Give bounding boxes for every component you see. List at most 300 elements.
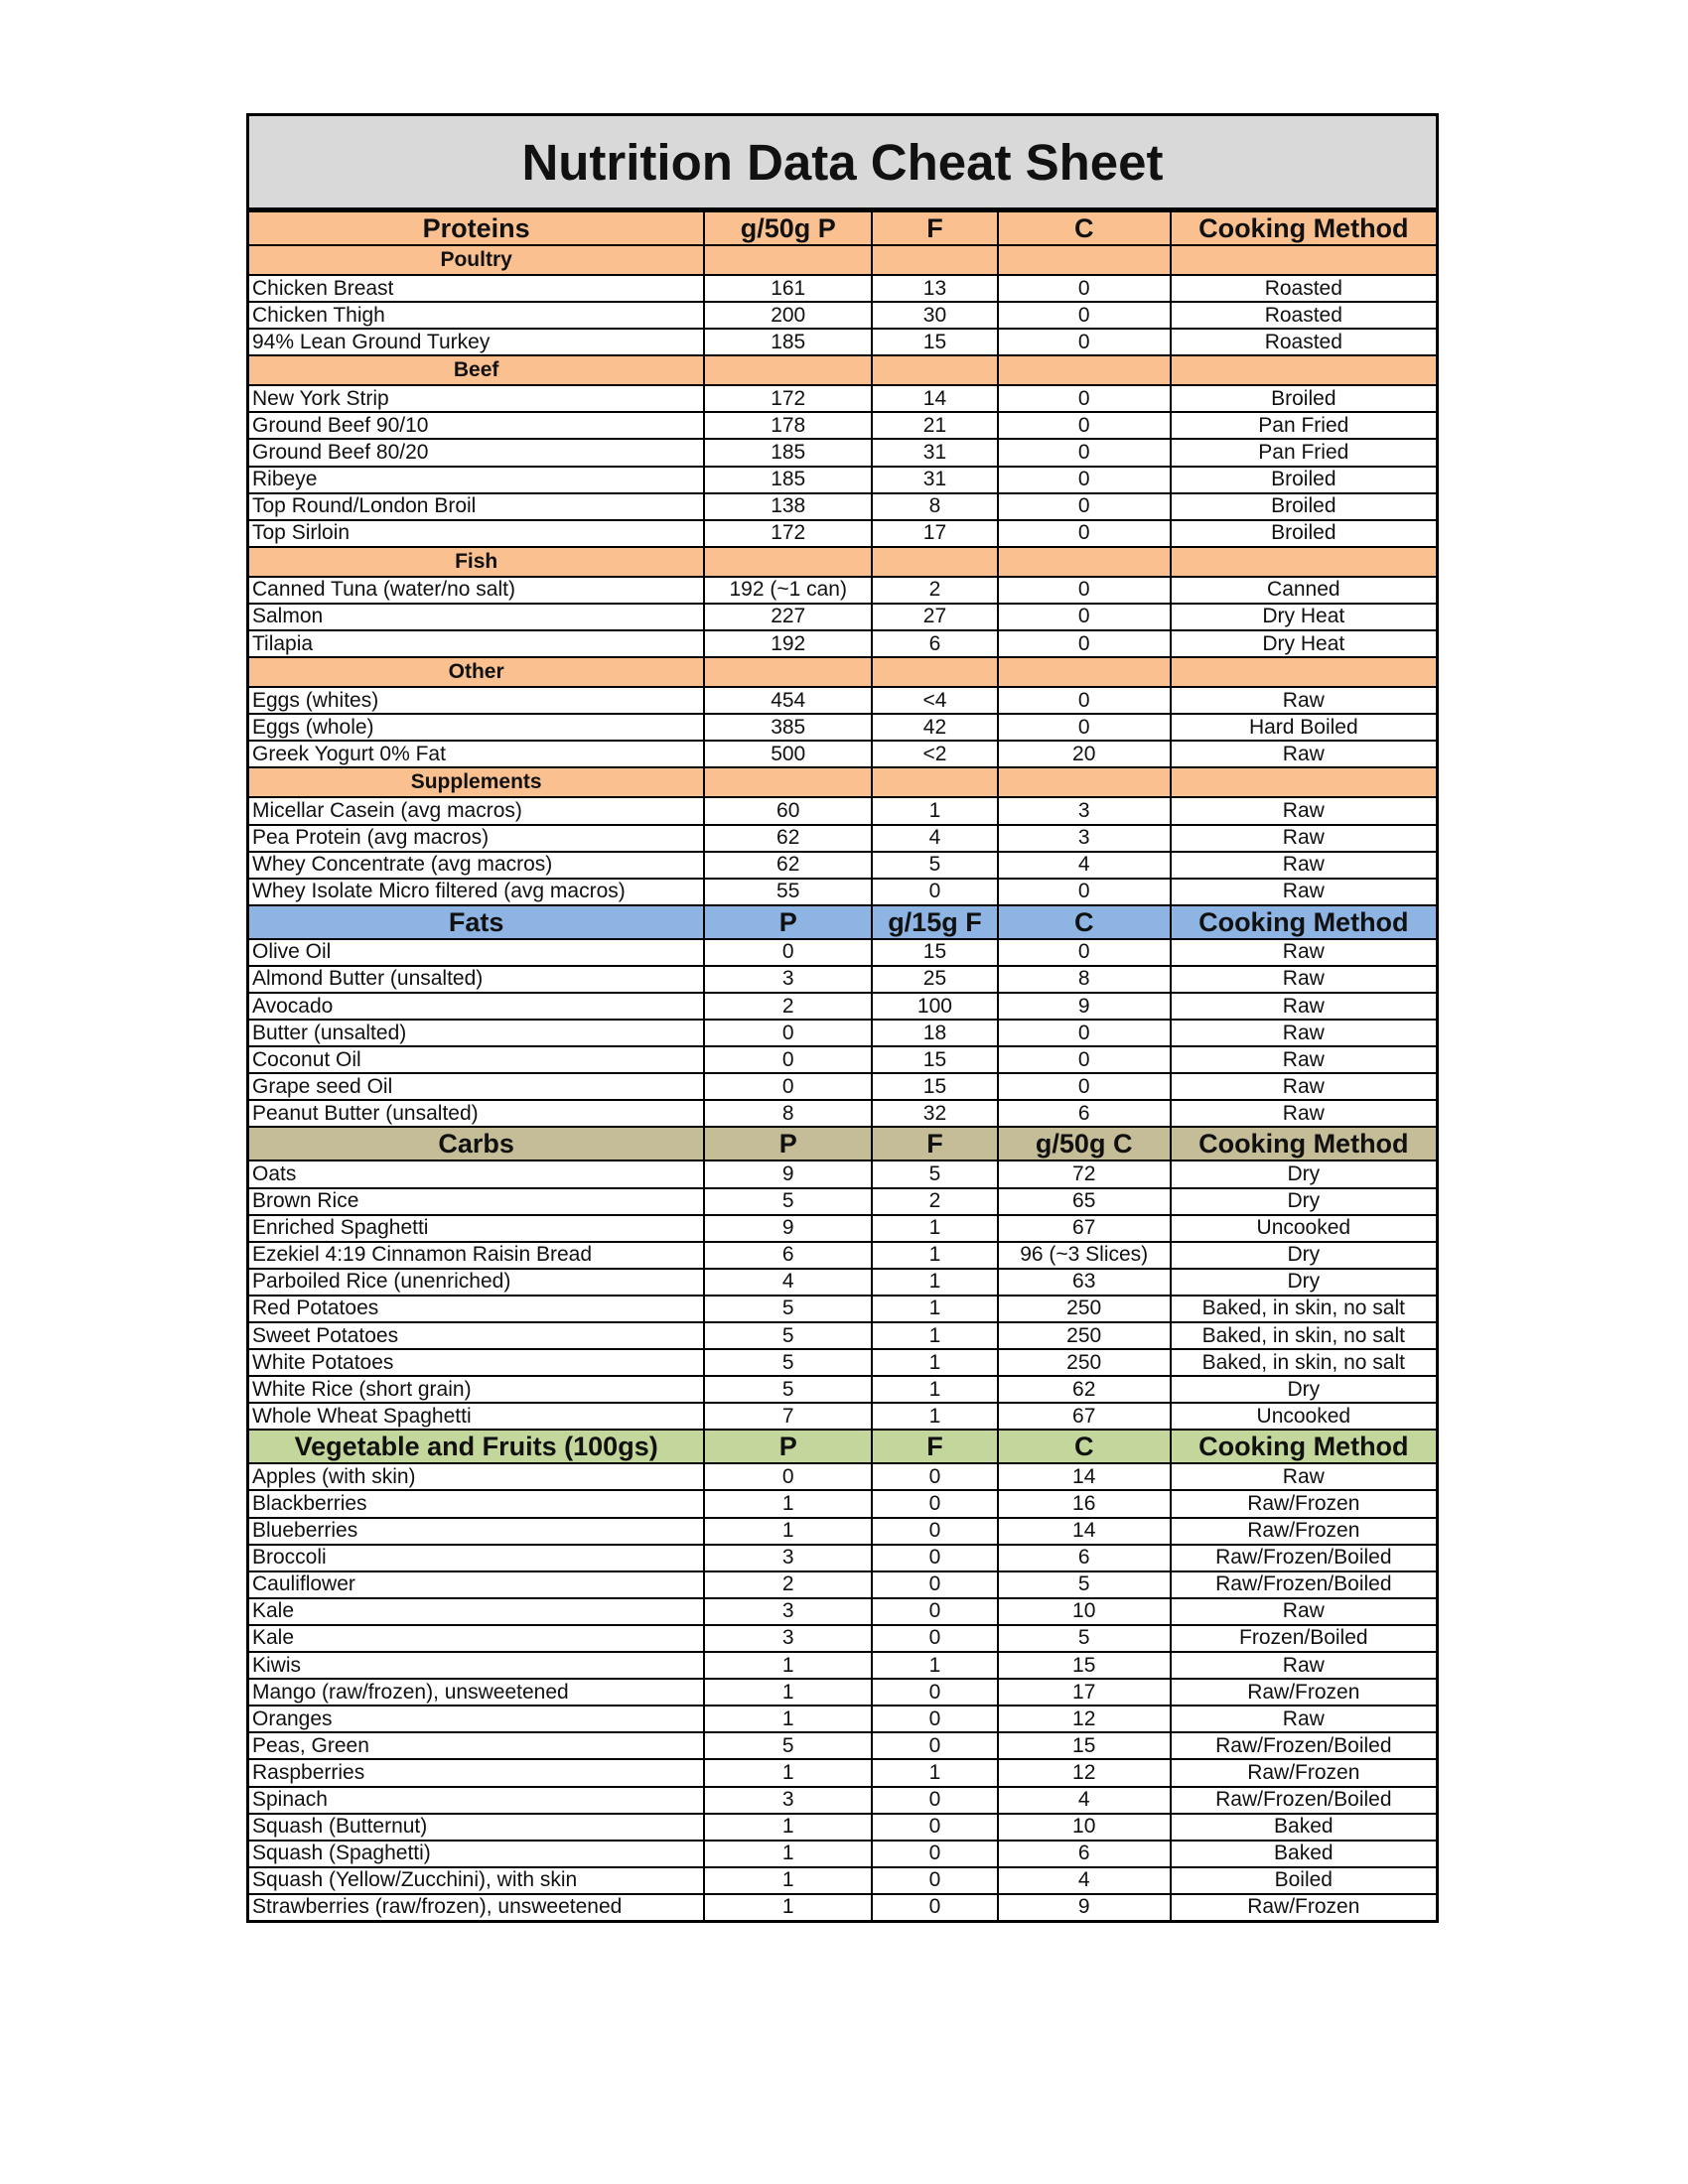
value-cell: 5 (704, 1322, 872, 1349)
value-cell: 67 (998, 1403, 1171, 1430)
table-row (249, 1867, 1436, 1894)
table-row (249, 385, 1436, 412)
group-header-row (249, 245, 1436, 275)
value-cell: 0 (872, 1571, 998, 1598)
value-cell: 3 (704, 1625, 872, 1652)
value-cell: <2 (872, 741, 998, 767)
food-name-cell: Raspberries (249, 1759, 704, 1786)
group-header-cell (704, 547, 872, 577)
value-cell: 67 (998, 1215, 1171, 1242)
group-label: Supplements (249, 767, 704, 797)
table-row (249, 1215, 1436, 1242)
value-cell: 31 (872, 439, 998, 466)
value-cell: 60 (704, 797, 872, 824)
column-header: Carbs (249, 1127, 704, 1160)
value-cell: 31 (872, 467, 998, 493)
value-cell: 8 (872, 493, 998, 520)
column-header: Cooking Method (1171, 905, 1436, 939)
group-header-cell (872, 245, 998, 275)
value-cell: 0 (872, 1732, 998, 1759)
column-header: F (872, 211, 998, 245)
value-cell: 0 (998, 879, 1171, 905)
food-name-cell: Top Sirloin (249, 520, 704, 547)
value-cell: 6 (998, 1841, 1171, 1867)
food-name-cell: Mango (raw/frozen), unsweetened (249, 1679, 704, 1706)
group-header-cell (704, 245, 872, 275)
food-name-cell: Grape seed Oil (249, 1073, 704, 1100)
table-row (249, 1020, 1436, 1046)
table-row (249, 520, 1436, 547)
table-row (249, 1188, 1436, 1215)
group-header-cell (998, 355, 1171, 385)
value-cell: 10 (998, 1814, 1171, 1841)
value-cell: Raw (1171, 741, 1436, 767)
value-cell: Raw (1171, 1652, 1436, 1679)
food-name-cell: Canned Tuna (water/no salt) (249, 577, 704, 604)
table-row (249, 1652, 1436, 1679)
value-cell: Baked, in skin, no salt (1171, 1296, 1436, 1322)
table-row (249, 1518, 1436, 1545)
column-header: F (872, 1127, 998, 1160)
value-cell: Raw (1171, 825, 1436, 852)
value-cell: 2 (704, 1571, 872, 1598)
value-cell: Raw (1171, 879, 1436, 905)
value-cell: 250 (998, 1322, 1171, 1349)
value-cell: Baked, in skin, no salt (1171, 1349, 1436, 1376)
group-header-cell (998, 767, 1171, 797)
food-name-cell: Top Round/London Broil (249, 493, 704, 520)
table-row (249, 302, 1436, 329)
value-cell: Raw/Frozen/Boiled (1171, 1787, 1436, 1814)
table-row (249, 1679, 1436, 1706)
value-cell: 5 (704, 1376, 872, 1403)
value-cell: 0 (872, 1787, 998, 1814)
column-header: Fats (249, 905, 704, 939)
food-name-cell: Blueberries (249, 1518, 704, 1545)
table-row (249, 1490, 1436, 1517)
food-name-cell: Apples (with skin) (249, 1463, 704, 1490)
proteins-header-row (249, 211, 1436, 245)
value-cell: Raw (1171, 1463, 1436, 1490)
value-cell: 0 (872, 1598, 998, 1625)
food-name-cell: Olive Oil (249, 939, 704, 966)
value-cell: <4 (872, 687, 998, 714)
food-name-cell: Coconut Oil (249, 1046, 704, 1073)
value-cell: 161 (704, 275, 872, 302)
food-name-cell: Chicken Thigh (249, 302, 704, 329)
value-cell: 0 (872, 1841, 998, 1867)
value-cell: 14 (998, 1518, 1171, 1545)
table-row (249, 329, 1436, 355)
value-cell: 178 (704, 412, 872, 439)
table-row (249, 1463, 1436, 1490)
group-header-row (249, 355, 1436, 385)
value-cell: 1 (704, 1490, 872, 1517)
value-cell: 0 (998, 630, 1171, 657)
food-name-cell: Greek Yogurt 0% Fat (249, 741, 704, 767)
value-cell: 32 (872, 1100, 998, 1127)
nutrition-table (249, 210, 1436, 1920)
value-cell: 172 (704, 385, 872, 412)
value-cell: 16 (998, 1490, 1171, 1517)
table-row (249, 879, 1436, 905)
table-row (249, 1269, 1436, 1296)
value-cell: 1 (704, 1652, 872, 1679)
column-header: C (998, 905, 1171, 939)
table-row (249, 993, 1436, 1020)
value-cell: 62 (704, 825, 872, 852)
value-cell: 96 (~3 Slices) (998, 1242, 1171, 1269)
value-cell: 14 (872, 385, 998, 412)
value-cell: Raw (1171, 852, 1436, 879)
food-name-cell: Butter (unsalted) (249, 1020, 704, 1046)
food-name-cell: Chicken Breast (249, 275, 704, 302)
table-row (249, 577, 1436, 604)
table-row (249, 1376, 1436, 1403)
table-row (249, 1349, 1436, 1376)
value-cell: 5 (704, 1732, 872, 1759)
value-cell: 8 (704, 1100, 872, 1127)
value-cell: 0 (872, 1894, 998, 1920)
value-cell: 192 (704, 630, 872, 657)
value-cell: 3 (704, 1598, 872, 1625)
value-cell: 30 (872, 302, 998, 329)
food-name-cell: Ground Beef 80/20 (249, 439, 704, 466)
table-row (249, 687, 1436, 714)
food-name-cell: Kale (249, 1598, 704, 1625)
food-name-cell: Red Potatoes (249, 1296, 704, 1322)
food-name-cell: Squash (Spaghetti) (249, 1841, 704, 1867)
value-cell: 0 (704, 939, 872, 966)
group-header-cell (1171, 547, 1436, 577)
value-cell: 9 (998, 1894, 1171, 1920)
value-cell: 55 (704, 879, 872, 905)
value-cell: Raw (1171, 966, 1436, 993)
value-cell: Pan Fried (1171, 439, 1436, 466)
fats-header-row (249, 905, 1436, 939)
group-header-cell (704, 355, 872, 385)
value-cell: 185 (704, 329, 872, 355)
value-cell: Broiled (1171, 520, 1436, 547)
value-cell: 42 (872, 714, 998, 741)
value-cell: 0 (872, 879, 998, 905)
value-cell: 5 (998, 1571, 1171, 1598)
value-cell: Broiled (1171, 493, 1436, 520)
value-cell: 0 (872, 1814, 998, 1841)
value-cell: 0 (998, 577, 1171, 604)
vegetables-header-row (249, 1430, 1436, 1463)
value-cell: 185 (704, 439, 872, 466)
value-cell: 0 (998, 493, 1171, 520)
group-header-row (249, 767, 1436, 797)
food-name-cell: Ground Beef 90/10 (249, 412, 704, 439)
value-cell: 62 (998, 1376, 1171, 1403)
food-name-cell: Eggs (whites) (249, 687, 704, 714)
value-cell: 0 (998, 1073, 1171, 1100)
value-cell: Raw (1171, 939, 1436, 966)
value-cell: 5 (704, 1349, 872, 1376)
table-row (249, 1403, 1436, 1430)
table-row (249, 852, 1436, 879)
food-name-cell: Broccoli (249, 1545, 704, 1571)
value-cell: 1 (872, 1652, 998, 1679)
value-cell: Raw (1171, 1020, 1436, 1046)
value-cell: 0 (872, 1463, 998, 1490)
value-cell: 8 (998, 966, 1171, 993)
food-name-cell: Eggs (whole) (249, 714, 704, 741)
food-name-cell: Sweet Potatoes (249, 1322, 704, 1349)
value-cell: 6 (998, 1100, 1171, 1127)
value-cell: 3 (998, 825, 1171, 852)
value-cell: 0 (998, 939, 1171, 966)
value-cell: 63 (998, 1269, 1171, 1296)
value-cell: 200 (704, 302, 872, 329)
group-header-row (249, 547, 1436, 577)
value-cell: 0 (998, 687, 1171, 714)
food-name-cell: Peanut Butter (unsalted) (249, 1100, 704, 1127)
value-cell: 0 (872, 1490, 998, 1517)
value-cell: 3 (704, 966, 872, 993)
group-header-cell (998, 245, 1171, 275)
food-name-cell: Kiwis (249, 1652, 704, 1679)
food-name-cell: New York Strip (249, 385, 704, 412)
value-cell: 1 (704, 1759, 872, 1786)
table-row (249, 714, 1436, 741)
table-row (249, 1296, 1436, 1322)
value-cell: 0 (998, 520, 1171, 547)
group-header-cell (872, 547, 998, 577)
table-row (249, 467, 1436, 493)
group-header-cell (704, 767, 872, 797)
table-row (249, 1732, 1436, 1759)
value-cell: 0 (704, 1073, 872, 1100)
food-name-cell: Cauliflower (249, 1571, 704, 1598)
value-cell: 0 (998, 439, 1171, 466)
value-cell: Dry (1171, 1269, 1436, 1296)
value-cell: 5 (998, 1625, 1171, 1652)
value-cell: 1 (704, 1679, 872, 1706)
value-cell: 17 (998, 1679, 1171, 1706)
column-header: F (872, 1430, 998, 1463)
value-cell: 385 (704, 714, 872, 741)
food-name-cell: Blackberries (249, 1490, 704, 1517)
value-cell: Raw (1171, 1073, 1436, 1100)
value-cell: Hard Boiled (1171, 714, 1436, 741)
value-cell: 1 (872, 1403, 998, 1430)
value-cell: Raw (1171, 797, 1436, 824)
food-name-cell: Parboiled Rice (unenriched) (249, 1269, 704, 1296)
table-row (249, 1759, 1436, 1786)
table-row (249, 630, 1436, 657)
value-cell: Raw/Frozen (1171, 1490, 1436, 1517)
food-name-cell: Salmon (249, 604, 704, 630)
cheat-sheet (246, 113, 1439, 1923)
value-cell: 0 (998, 275, 1171, 302)
table-row (249, 1598, 1436, 1625)
value-cell: 1 (872, 797, 998, 824)
value-cell: 4 (998, 1787, 1171, 1814)
value-cell: 0 (998, 329, 1171, 355)
value-cell: 3 (704, 1787, 872, 1814)
value-cell: Broiled (1171, 385, 1436, 412)
value-cell: 15 (872, 939, 998, 966)
value-cell: 13 (872, 275, 998, 302)
table-row (249, 1706, 1436, 1732)
food-name-cell: Tilapia (249, 630, 704, 657)
food-name-cell: Whole Wheat Spaghetti (249, 1403, 704, 1430)
value-cell: Baked (1171, 1841, 1436, 1867)
food-name-cell: Spinach (249, 1787, 704, 1814)
value-cell: 1 (704, 1841, 872, 1867)
value-cell: 15 (998, 1652, 1171, 1679)
value-cell: 1 (872, 1759, 998, 1786)
value-cell: Dry Heat (1171, 630, 1436, 657)
group-header-cell (872, 657, 998, 687)
group-header-cell (1171, 245, 1436, 275)
value-cell: Raw (1171, 687, 1436, 714)
value-cell: 18 (872, 1020, 998, 1046)
value-cell: Roasted (1171, 275, 1436, 302)
value-cell: 0 (704, 1463, 872, 1490)
column-header: Cooking Method (1171, 211, 1436, 245)
page-title: Nutrition Data Cheat Sheet (249, 116, 1436, 210)
value-cell: 4 (998, 852, 1171, 879)
group-header-row (249, 657, 1436, 687)
value-cell: Dry (1171, 1376, 1436, 1403)
value-cell: 0 (872, 1518, 998, 1545)
table-row (249, 1841, 1436, 1867)
table-row (249, 797, 1436, 824)
food-name-cell: Ezekiel 4:19 Cinnamon Raisin Bread (249, 1242, 704, 1269)
value-cell: 4 (704, 1269, 872, 1296)
value-cell: Dry (1171, 1188, 1436, 1215)
value-cell: Raw (1171, 1598, 1436, 1625)
group-header-cell (1171, 767, 1436, 797)
value-cell: 5 (872, 852, 998, 879)
group-label: Fish (249, 547, 704, 577)
value-cell: Raw/Frozen/Boiled (1171, 1545, 1436, 1571)
value-cell: 1 (704, 1706, 872, 1732)
value-cell: 172 (704, 520, 872, 547)
group-header-cell (704, 657, 872, 687)
value-cell: 0 (704, 1046, 872, 1073)
table-row (249, 1073, 1436, 1100)
value-cell: 6 (872, 630, 998, 657)
food-name-cell: Peas, Green (249, 1732, 704, 1759)
value-cell: 3 (998, 797, 1171, 824)
value-cell: 0 (872, 1545, 998, 1571)
value-cell: 17 (872, 520, 998, 547)
value-cell: Canned (1171, 577, 1436, 604)
value-cell: 0 (872, 1679, 998, 1706)
value-cell: Raw/Frozen/Boiled (1171, 1732, 1436, 1759)
value-cell: 2 (704, 993, 872, 1020)
table-row (249, 1894, 1436, 1920)
value-cell: 1 (704, 1814, 872, 1841)
value-cell: 9 (998, 993, 1171, 1020)
value-cell: 250 (998, 1296, 1171, 1322)
food-name-cell: Micellar Casein (avg macros) (249, 797, 704, 824)
food-name-cell: Strawberries (raw/frozen), unsweetened (249, 1894, 704, 1920)
value-cell: 2 (872, 577, 998, 604)
table-row (249, 1571, 1436, 1598)
value-cell: 4 (998, 1867, 1171, 1894)
value-cell: 25 (872, 966, 998, 993)
table-row (249, 493, 1436, 520)
column-header: Cooking Method (1171, 1127, 1436, 1160)
food-name-cell: 94% Lean Ground Turkey (249, 329, 704, 355)
value-cell: 500 (704, 741, 872, 767)
value-cell: 15 (998, 1732, 1171, 1759)
table-row (249, 939, 1436, 966)
value-cell: 27 (872, 604, 998, 630)
value-cell: Raw/Frozen (1171, 1759, 1436, 1786)
group-label: Poultry (249, 245, 704, 275)
value-cell: 1 (872, 1349, 998, 1376)
table-row (249, 1625, 1436, 1652)
group-label: Other (249, 657, 704, 687)
value-cell: Dry (1171, 1160, 1436, 1187)
value-cell: 12 (998, 1706, 1171, 1732)
food-name-cell: Kale (249, 1625, 704, 1652)
group-header-cell (1171, 657, 1436, 687)
value-cell: 12 (998, 1759, 1171, 1786)
column-header: Proteins (249, 211, 704, 245)
value-cell: 10 (998, 1598, 1171, 1625)
value-cell: 9 (704, 1215, 872, 1242)
table-row (249, 825, 1436, 852)
group-header-cell (1171, 355, 1436, 385)
table-row (249, 1545, 1436, 1571)
value-cell: 0 (998, 385, 1171, 412)
value-cell: 1 (872, 1296, 998, 1322)
food-name-cell: Squash (Yellow/Zucchini), with skin (249, 1867, 704, 1894)
value-cell: 1 (704, 1518, 872, 1545)
value-cell: Roasted (1171, 302, 1436, 329)
value-cell: 0 (998, 1020, 1171, 1046)
column-header: C (998, 1430, 1171, 1463)
value-cell: 0 (704, 1020, 872, 1046)
value-cell: 0 (872, 1625, 998, 1652)
value-cell: 227 (704, 604, 872, 630)
value-cell: 1 (872, 1215, 998, 1242)
group-header-cell (872, 355, 998, 385)
value-cell: 1 (704, 1867, 872, 1894)
food-name-cell: Whey Concentrate (avg macros) (249, 852, 704, 879)
value-cell: 0 (998, 302, 1171, 329)
value-cell: 138 (704, 493, 872, 520)
table-row (249, 1046, 1436, 1073)
value-cell: 0 (998, 1046, 1171, 1073)
food-name-cell: Ribeye (249, 467, 704, 493)
value-cell: 15 (872, 1046, 998, 1073)
value-cell: 0 (998, 604, 1171, 630)
table-row (249, 1787, 1436, 1814)
value-cell: Baked, in skin, no salt (1171, 1322, 1436, 1349)
value-cell: Uncooked (1171, 1215, 1436, 1242)
food-name-cell: White Potatoes (249, 1349, 704, 1376)
column-header: Vegetable and Fruits (100gs) (249, 1430, 704, 1463)
value-cell: 1 (872, 1242, 998, 1269)
value-cell: 250 (998, 1349, 1171, 1376)
value-cell: 21 (872, 412, 998, 439)
group-label: Beef (249, 355, 704, 385)
value-cell: Uncooked (1171, 1403, 1436, 1430)
column-header: g/50g P (704, 211, 872, 245)
group-header-cell (998, 657, 1171, 687)
group-header-cell (998, 547, 1171, 577)
value-cell: 15 (872, 329, 998, 355)
